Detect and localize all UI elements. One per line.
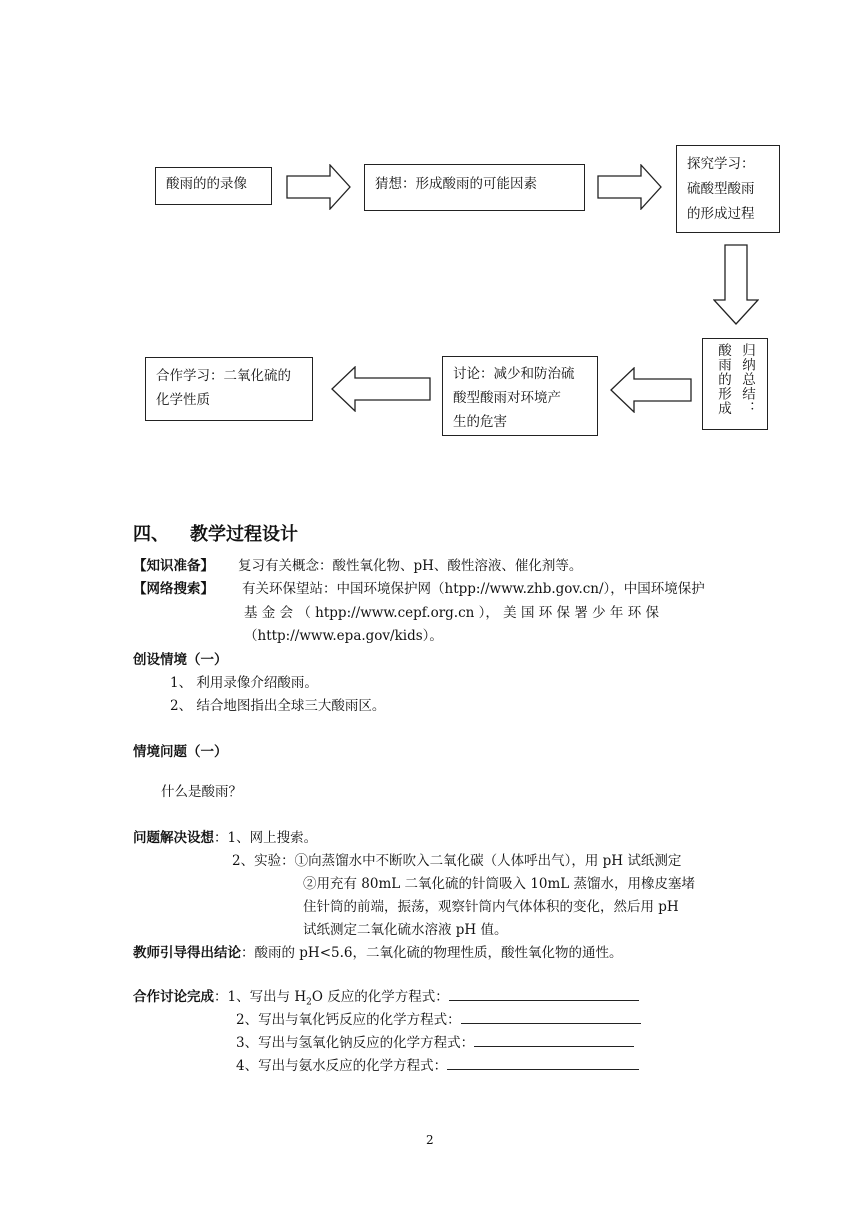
solution-step1: ：1、网上搜索。	[214, 830, 318, 846]
discussion-q3	[236, 1032, 634, 1053]
flow-box-discussion-line1: 讨论：减少和防治硫	[453, 366, 575, 382]
answer-blank-4[interactable]	[447, 1055, 639, 1070]
flow-box-discussion-line2: 酸型酸雨对环境产	[453, 390, 561, 406]
search-label: 【网络搜索】	[133, 581, 214, 597]
flow-box-explore-line3: 的形成过程	[687, 206, 755, 222]
search-line3: （http://www.epa.gov/kids）。	[244, 628, 443, 644]
conclusion-line	[133, 943, 623, 963]
situation-title: 创设情境（一）	[133, 652, 228, 668]
flow-box-guess-text: 猜想：形成酸雨的可能因素	[375, 176, 537, 192]
discussion-q4-text: 4、写出与氨水反应的化学方程式：	[236, 1058, 448, 1074]
flow-box-cooperation-line2: 化学性质	[156, 392, 210, 408]
flow-box-video	[155, 167, 272, 205]
discussion-q2	[236, 1009, 641, 1030]
discussion-q1-b: O 反应的化学方程式：	[311, 989, 449, 1005]
section-title: 教学过程设计	[190, 524, 298, 545]
left-arrow-icon	[610, 367, 692, 413]
flow-box-cooperation	[145, 357, 313, 421]
right-arrow-icon	[597, 164, 663, 210]
discussion-label: 合作讨论完成	[133, 989, 214, 1005]
left-arrow-icon	[331, 366, 431, 412]
solution-step4: 住针筒的前端，振荡，观察针筒内气体体积的变化，然后用 pH	[303, 899, 679, 915]
solution-line1	[133, 828, 317, 848]
solution-step2: 2、实验：①向蒸馏水中不断吹入二氧化碳（人体呼出气），用 pH 试纸测定	[232, 853, 682, 869]
flow-box-cooperation-line1: 合作学习：二氧化硫的	[156, 368, 291, 384]
flow-box-summary-col1: 归纳总结：	[739, 343, 755, 416]
flow-box-guess	[364, 164, 585, 211]
discussion-q4	[236, 1055, 639, 1076]
flow-box-summary-col2: 酸雨的形成	[715, 343, 731, 416]
discussion-q1-sub: 2	[306, 997, 312, 1008]
conclusion-text: ：酸雨的 pH<5.6，二氧化硫的物理性质，酸性氧化物的通性。	[241, 945, 623, 961]
answer-blank-1[interactable]	[449, 986, 639, 1001]
knowledge-label: 【知识准备】	[133, 558, 214, 574]
answer-blank-3[interactable]	[474, 1032, 634, 1047]
search-line2: 基 金 会 （ htpp://www.cepf.org.cn ）， 美 国 环 保 署 少 年 环 保	[244, 605, 659, 621]
situation-item-2: 2、 结合地图指出全球三大酸雨区。	[170, 698, 386, 714]
flow-box-video-text: 酸雨的的录像	[166, 176, 247, 192]
situation-item-1: 1、 利用录像介绍酸雨。	[170, 675, 318, 691]
down-arrow-icon	[713, 244, 759, 326]
search-line1: 有关环保望站：中国环境保护网（htpp://www.zhb.gov.cn/），中国环境保护	[242, 581, 705, 597]
flow-box-discussion-line3: 生的危害	[453, 414, 507, 430]
solution-step3: ②用充有 80mL 二氧化硫的针筒吸入 10mL 蒸馏水，用橡皮塞堵	[303, 876, 696, 892]
conclusion-label: 教师引导得出结论	[133, 945, 241, 961]
flow-box-explore-line1: 探究学习：	[687, 156, 755, 172]
discussion-q3-text: 3、写出与氢氧化钠反应的化学方程式：	[236, 1035, 475, 1051]
flow-box-explore-line2: 硫酸型酸雨	[687, 181, 755, 197]
flow-box-explore	[676, 145, 780, 233]
answer-blank-2[interactable]	[461, 1009, 641, 1024]
flow-box-discussion	[442, 356, 598, 436]
solution-step5: 试纸测定二氧化硫水溶液 pH 值。	[303, 922, 508, 938]
page-number: 2	[426, 1133, 434, 1147]
discussion-q2-text: 2、写出与氧化钙反应的化学方程式：	[236, 1012, 461, 1028]
discussion-q1-a: ：1、写出与 H	[214, 989, 307, 1005]
knowledge-text: 复习有关概念：酸性氧化物、pH、酸性溶液、催化剂等。	[238, 558, 583, 574]
right-arrow-icon	[286, 164, 352, 210]
flow-box-summary	[702, 338, 768, 430]
question-title: 情境问题（一）	[133, 744, 228, 760]
question-text: 什么是酸雨？	[161, 784, 242, 800]
section-number: 四、	[133, 524, 169, 545]
solution-label: 问题解决设想	[133, 830, 214, 846]
